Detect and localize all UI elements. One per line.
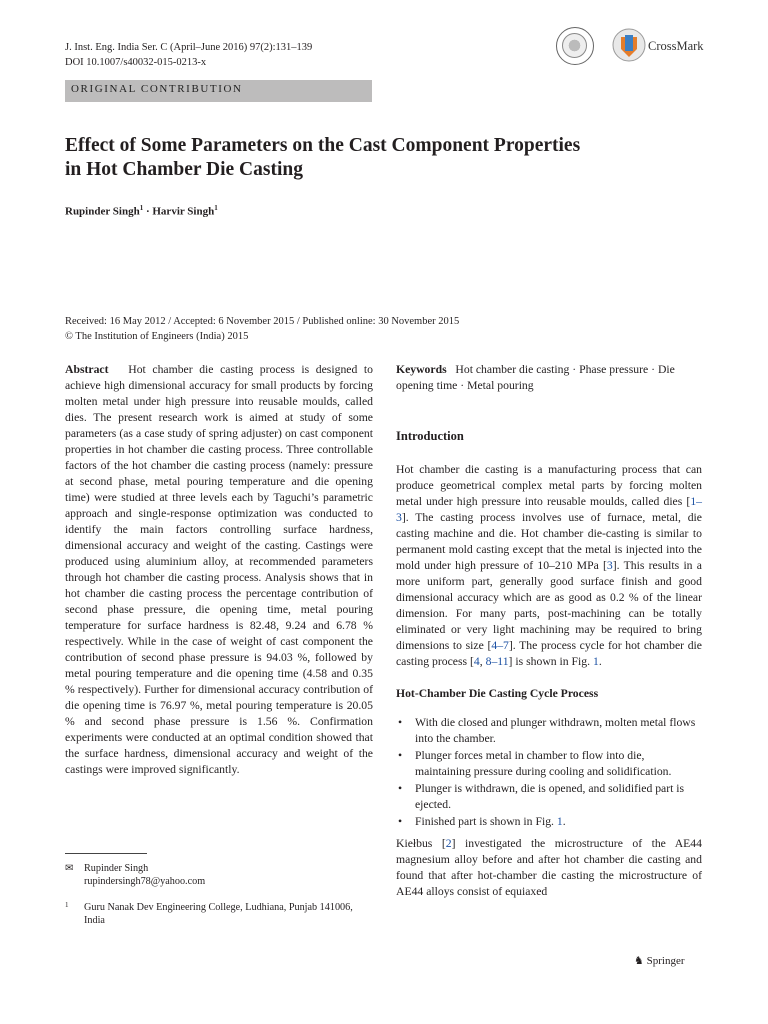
list-item: • Plunger is withdrawn, die is opened, and solidified part is ejected. — [398, 782, 685, 811]
crossmark-icon[interactable] — [612, 27, 646, 63]
article-title: Effect of Some Parameters on the Cast Component Properties in Hot Chamber Die Casting — [65, 135, 581, 180]
journal-citation — [65, 40, 312, 70]
affiliation: $^1$ Guru Nanak Dev Engineering College, Ludhiana, Punjab 141006, India — [65, 901, 353, 926]
citation-link[interactable]: 2 — [445, 837, 452, 850]
author-name[interactable]: Rupinder Singh — [65, 205, 140, 218]
citation-link[interactable]: 4 — [473, 655, 480, 668]
doi-line[interactable]: DOI 10.1007/s40032-015-0213-x — [65, 57, 207, 68]
author-list: Rupinder Singh$^1$ · Harvir Singh$^1$ — [65, 204, 218, 218]
abstract — [65, 362, 373, 778]
institution-seal-icon — [556, 27, 594, 65]
figure-link[interactable]: 1 — [592, 655, 599, 668]
footnote-divider — [65, 853, 147, 854]
corresponding-author: ✉ Rupinder Singh rupindersingh78@yahoo.com — [65, 863, 206, 887]
right-column — [396, 362, 702, 900]
introduction-paragraph: Hot chamber die casting is a manufacturing process that can produce geometrical complex metal parts by forcing molten metal under high pressure into reusable moulds, called dies [1–3]. The casting process involves use of furnace, metal, die casting machine and die. Hot chamber die-casting is similar to permanent mold casting except that the metal is injected into the mold under high pressure of 10–210 MPa [3]. This results in a more uniform part, generally good surface finish and good dimensional accuracy which are as good as 0.2 % of the linear dimension. For many parts, post-machining can be totally eliminated or very light machining may be required to bring dimensions to size [4–7]. The process cycle for hot chamber die casting process [4, 8–11] is shown in Fig. 1. — [396, 463, 702, 668]
article-type-banner — [65, 80, 372, 102]
list-item: • Plunger forces metal in chamber to flow into die, maintaining pressure during cooling and solidification. — [398, 749, 672, 778]
kielbus-paragraph: Kiełbus [2] investigated the microstructure of the AE44 magnesium alloy before and after hot chamber die casting and found that after hot-chamber die casting the microstructure of AE44 alloys consist of equiaxed — [396, 837, 702, 898]
publication-dates: Received: 16 May 2012 / Accepted: 6 November 2015 / Published online: 30 November 2015 © The Institution of Engineers (India) 2015 — [65, 316, 460, 342]
journal-line: J. Inst. Eng. India Ser. C (April–June 2016) 97(2):131–139 — [65, 42, 313, 53]
list-item: • With die closed and plunger withdrawn, molten metal flows into the chamber. — [398, 716, 696, 745]
springer-horse-icon: ♞ — [634, 955, 644, 967]
figure-link[interactable]: 1 — [556, 815, 563, 828]
keywords-text: Hot chamber die casting · Phase pressure · Die opening time · Metal pouring — [396, 363, 675, 392]
header-logos — [556, 27, 716, 73]
author-name[interactable]: Harvir Singh — [152, 205, 215, 218]
author-email[interactable]: rupindersingh78@yahoo.com — [84, 876, 206, 887]
list-item: • Finished part is shown in Fig. 1. — [398, 815, 566, 828]
keywords — [396, 362, 702, 394]
envelope-icon: ✉ — [65, 863, 74, 874]
left-column — [65, 362, 373, 778]
article-type-label: ORIGINAL CONTRIBUTION — [71, 83, 243, 95]
cycle-list — [396, 715, 702, 830]
springer-logo: ♞ Springer — [634, 955, 685, 967]
cycle-heading: Hot-Chamber Die Casting Cycle Process — [396, 687, 599, 700]
introduction-heading: Introduction — [396, 429, 464, 443]
keywords-label: Keywords — [396, 363, 447, 376]
crossmark-label[interactable]: CrossMark — [648, 39, 704, 53]
citation-link[interactable]: 3 — [606, 559, 613, 572]
citation-link[interactable]: 1–3 — [396, 495, 702, 524]
abstract-text: Hot chamber die casting process is designed to achieve high dimensional accuracy for small products by forcing molten metal under high pressure into reusable moulds, called dies. The present research work is aimed at study of some parameters (as a case study of spring adjuster) on cast component properties in hot chamber die casting process. Three controllable factors of the hot chamber die casting process (namely: pressure at second phase, metal pouring temperature and die opening time) were studied at three levels each by Taguchi’s parametric approach and single-response optimization was conducted to identify the main factors controlling surface hardness, dimensional accuracy and weight of the casting. Castings were produced using aluminium alloy, at recommended parameters through hot chamber die casting process. Analysis shows that in hot chamber die casting process the percentage contribution of second phase pressure, die opening time, metal pouring temperature for surface hardness is 82.48, 9.24 and 6.78 % respectively. While in the case of weight of cast component the contribution of second phase pressure is 94.03 %, followed by metal pouring temperature and die opening time (4.58 and 0.35 % respectively). Further for dimensional accuracy contribution of die opening time is 76.97 %, metal pouring temperature is 20.05 % and second phase pressure is 1.56 %. Confirmation experiments were conducted at an optimal condition showed that the surface hardness, dimensional accuracy and weight of the castings were improved significantly. — [65, 363, 373, 776]
citation-link[interactable]: 4–7 — [491, 639, 509, 652]
citation-link[interactable]: 8–11 — [485, 655, 509, 668]
abstract-label: Abstract — [65, 363, 109, 376]
